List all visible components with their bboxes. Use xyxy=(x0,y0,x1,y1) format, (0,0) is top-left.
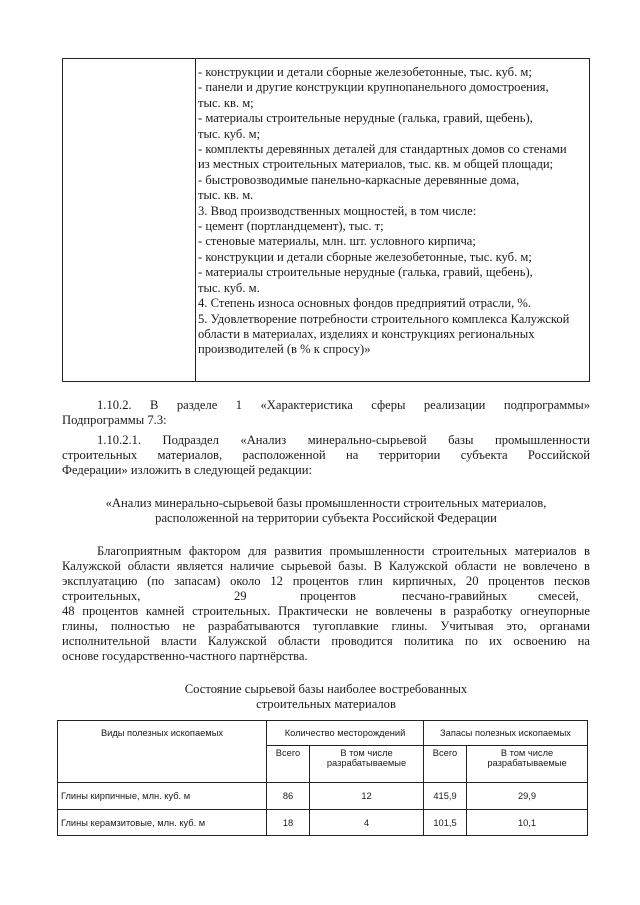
paragraph-1-10-2-1-line: Федерации» изложить в следующей редакции: xyxy=(62,463,312,477)
list-line: тыс. кв. м. xyxy=(198,188,254,203)
indicators-table xyxy=(62,58,590,382)
body-word: 29 xyxy=(234,589,247,603)
list-line: тыс. кв. м; xyxy=(198,95,254,110)
list-line: 3. Ввод производственных мощностей, в том числе: xyxy=(198,203,477,218)
table-cell: 415,9 xyxy=(423,782,467,810)
header-deposits: Количество месторождений xyxy=(266,720,424,746)
list-line: 4. Степень износа основных фондов предприятий отрасли, %. xyxy=(198,296,532,311)
table-cell: 10,1 xyxy=(466,809,588,836)
list-line: области в материалах, изделиях и конструкциях региональных xyxy=(198,326,535,341)
paragraph-1-10-2-line: Подпрограммы 7.3: xyxy=(62,413,167,427)
header-reserves: Запасы полезных ископаемых xyxy=(423,720,588,746)
table-title-line: строительных материалов xyxy=(256,697,396,711)
header-kinds: Виды полезных ископаемых xyxy=(57,720,267,783)
list-line: тыс. куб. м. xyxy=(198,280,260,295)
table-divider xyxy=(195,59,196,381)
list-line: - материалы строительные нерудные (галька, гравий, щебень), xyxy=(198,265,533,280)
list-line: тыс. куб. м; xyxy=(198,126,261,141)
table-cell: 101,5 xyxy=(423,809,467,836)
body-line: 48 процентов камней строительных. Практически не вовлечены в разработку огнеупорные xyxy=(62,604,590,618)
body-word: смесей, xyxy=(538,589,579,603)
list-line: - материалы строительные нерудные (галька, гравий, щебень), xyxy=(198,111,533,126)
body-word: строительных, xyxy=(62,589,141,603)
list-line: - конструкции и детали сборные железобетонные, тыс. куб. м; xyxy=(198,249,532,264)
table-title-line: Состояние сырьевой базы наиболее востребованных xyxy=(184,682,468,696)
list-line: 5. Удовлетворение потребности строительного комплекса Калужской xyxy=(198,311,570,326)
body-line: Благоприятным фактором для развития промышленности строительных материалов в xyxy=(97,544,590,558)
indicators-list xyxy=(198,65,590,358)
body-word: песчано-гравийных xyxy=(402,589,508,603)
section-heading-line: расположенной на территории субъекта Российской Федерации xyxy=(155,511,497,525)
section-heading-line: «Анализ минерально-сырьевой базы промышленности строительных материалов, xyxy=(105,496,547,510)
table-row-name: Глины кирпичные, млн. куб. м xyxy=(57,782,267,810)
table-cell: 4 xyxy=(309,809,424,836)
body-line: основе государственно-частного партнёрства. xyxy=(62,649,308,663)
body-line: эксплуатацию (по запасам) около 12 процентов глин кирпичных, 20 процентов песков xyxy=(62,574,590,588)
subheader-developed: В том числе разрабатываемые xyxy=(466,745,588,783)
list-line: - комплекты деревянных деталей для стандартных домов со стенами xyxy=(198,142,567,157)
paragraph-1-10-2-line: 1.10.2. В разделе 1 «Характеристика сферы реализации подпрограммы» xyxy=(97,398,590,412)
list-line: производителей (в % к спросу)» xyxy=(198,342,371,357)
paragraph-1-10-2-1-line: строительных материалов, расположенной на территории субъекта Российской xyxy=(62,448,590,462)
list-line: - конструкции и детали сборные железобетонные, тыс. куб. м; xyxy=(198,65,532,79)
table-cell: 18 xyxy=(266,809,310,836)
list-line: - панели и другие конструкции крупнопанельного домостроения, xyxy=(198,80,549,95)
table-cell: 12 xyxy=(309,782,424,810)
body-line: Калужской области является наличие сырьевой базы. В Калужской области не вовлечено в xyxy=(62,559,590,573)
subheader-total: Всего xyxy=(266,745,310,783)
subheader-total: Всего xyxy=(423,745,467,783)
table-row-name: Глины керамзитовые, млн. куб. м xyxy=(57,809,267,836)
paragraph-1-10-2-1-line: 1.10.2.1. Подраздел «Анализ минерально-сырьевой базы промышленности xyxy=(97,433,590,447)
resource-table xyxy=(57,720,588,836)
table-cell: 86 xyxy=(266,782,310,810)
list-line: - стеновые материалы, млн. шт. условного кирпича; xyxy=(198,234,476,249)
subheader-developed: В том числе разрабатываемые xyxy=(309,745,424,783)
list-line: - цемент (портландцемент), тыс. т; xyxy=(198,219,384,234)
body-line: исполнительной власти Калужской области проводится политика по их освоению на xyxy=(62,634,590,648)
list-line: - быстровозводимые панельно-каркасные деревянные дома, xyxy=(198,172,520,187)
table-cell: 29,9 xyxy=(466,782,588,810)
body-word: процентов xyxy=(300,589,356,603)
list-line: из местных строительных материалов, тыс. кв. м общей площади; xyxy=(198,157,554,172)
body-line: глины, полностью не разрабатываются тугоплавкие глины. Учитывая это, органами xyxy=(62,619,590,633)
